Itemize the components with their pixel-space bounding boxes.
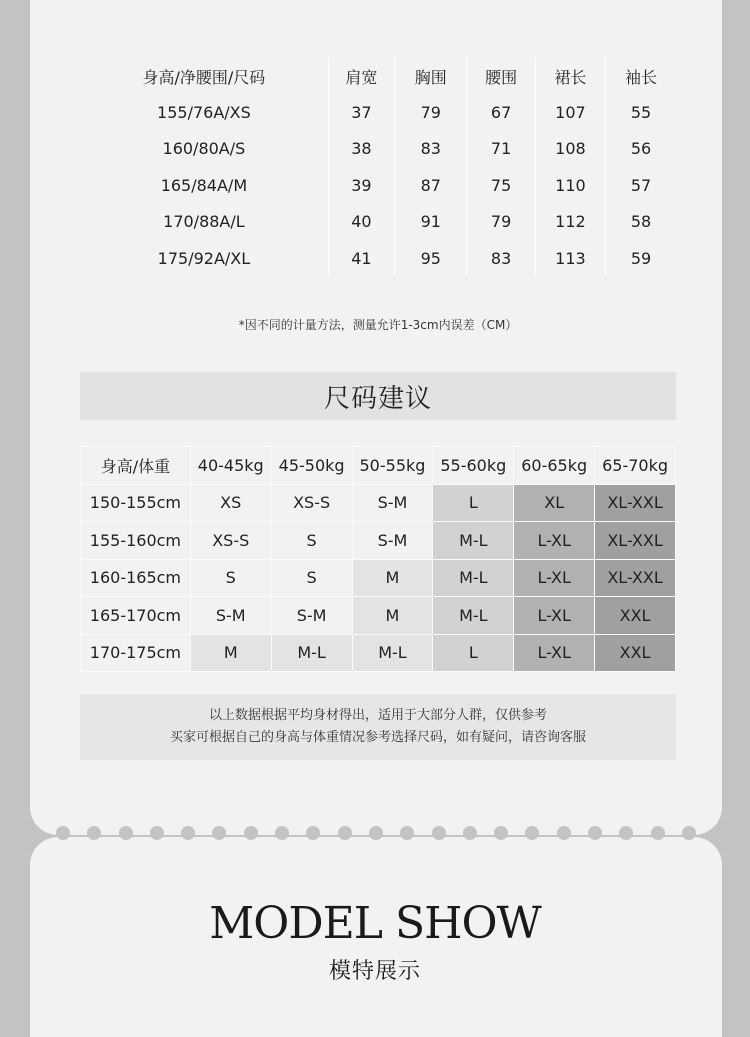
size-cell: M <box>352 597 433 635</box>
table-cell: 83 <box>395 131 467 167</box>
size-cell: S-M <box>352 522 433 560</box>
recommendation-header-row <box>81 447 676 485</box>
table-cell: 112 <box>535 204 605 240</box>
size-cell: L-XL <box>514 522 595 560</box>
table-cell: 57 <box>630 175 652 195</box>
perforation-dot <box>369 826 383 840</box>
size-cell: XS-S <box>190 522 271 560</box>
table-cell: 155/76A/XS <box>80 94 328 130</box>
size-cell: XL <box>514 484 595 522</box>
size-cell: M-L <box>433 522 514 560</box>
size-chart-header: 裙长 <box>535 58 605 94</box>
size-cell: L-XL <box>514 597 595 635</box>
table-cell: 67 <box>467 94 535 130</box>
size-cell: XXL <box>595 634 676 672</box>
perforation-dot <box>87 826 101 840</box>
size-chart-header-row <box>80 58 676 94</box>
perforation-dot <box>275 826 289 840</box>
table-row <box>80 131 676 167</box>
perforation-dot <box>619 826 633 840</box>
size-chart-header: 胸围 <box>395 58 467 94</box>
table-cell: 58 <box>630 212 652 232</box>
perforation-dot <box>557 826 571 840</box>
perforation-dot <box>244 826 258 840</box>
recommendation-header: 55-60kg <box>433 447 514 485</box>
perforation-dot <box>338 826 352 840</box>
size-cell: M-L <box>271 634 352 672</box>
height-label: 150-155cm <box>81 484 191 522</box>
perforation-dot <box>150 826 164 840</box>
size-chart-header: 肩宽 <box>328 58 394 94</box>
table-cell: 37 <box>328 94 394 130</box>
size-chart-table <box>80 58 676 276</box>
table-cell: 91 <box>395 204 467 240</box>
perforation-dot <box>525 826 539 840</box>
perforation-dot <box>119 826 133 840</box>
table-cell: 175/92A/XL <box>80 240 328 276</box>
table-cell: 165/84A/M <box>80 167 328 203</box>
table-cell: 160/80A/S <box>80 131 328 167</box>
table-cell: 108 <box>535 131 605 167</box>
size-cell: L <box>433 634 514 672</box>
size-cell: S <box>271 559 352 597</box>
size-cell: S-M <box>271 597 352 635</box>
size-cell: XS <box>190 484 271 522</box>
size-cell: M <box>352 559 433 597</box>
perforation-dot <box>400 826 414 840</box>
size-cell: S <box>190 559 271 597</box>
disclaimer-line: 以上数据根据平均身材得出，适用于大部分人群，仅供参考 <box>208 708 547 723</box>
recommendation-header: 50-55kg <box>352 447 433 485</box>
size-cell: M <box>190 634 271 672</box>
perforation-dot <box>682 826 696 840</box>
size-cell: S-M <box>190 597 271 635</box>
size-cell: XS-S <box>271 484 352 522</box>
table-cell: 71 <box>467 131 535 167</box>
size-cell: XXL <box>595 597 676 635</box>
perforation-dot <box>212 826 226 840</box>
table-cell: 95 <box>395 240 467 276</box>
table-row <box>81 484 676 522</box>
table-cell: 170/88A/L <box>80 204 328 240</box>
table-cell: 39 <box>328 167 394 203</box>
size-cell: S <box>271 522 352 560</box>
table-row <box>81 597 676 635</box>
perforation-divider <box>56 826 696 842</box>
table-cell: 38 <box>328 131 394 167</box>
perforation-dot <box>181 826 195 840</box>
table-cell: 56 <box>630 139 652 159</box>
size-cell: XL-XXL <box>595 522 676 560</box>
size-cell: M-L <box>352 634 433 672</box>
recommendation-header: 45-50kg <box>271 447 352 485</box>
table-cell: 107 <box>535 94 605 130</box>
table-row <box>80 240 676 276</box>
size-cell: XL-XXL <box>595 559 676 597</box>
measurement-note: *因不同的计量方法，测量允许1-3cm内误差（CM） <box>238 318 518 332</box>
table-row <box>80 167 676 203</box>
table-cell: 59 <box>630 248 652 268</box>
height-label: 155-160cm <box>81 522 191 560</box>
table-cell: 113 <box>535 240 605 276</box>
table-cell: 110 <box>535 167 605 203</box>
disclaimer-line: 买家可根据自己的身高与体重情况参考选择尺码，如有疑问，请咨询客服 <box>169 730 586 745</box>
recommendation-header: 60-65kg <box>514 447 595 485</box>
size-cell: L-XL <box>514 559 595 597</box>
perforation-dot <box>432 826 446 840</box>
size-cell: XL-XXL <box>595 484 676 522</box>
height-label: 165-170cm <box>81 597 191 635</box>
size-chart-header: 袖长 <box>625 67 658 87</box>
table-cell: 40 <box>328 204 394 240</box>
table-cell: 83 <box>467 240 535 276</box>
perforation-dot <box>306 826 320 840</box>
size-cell: S-M <box>352 484 433 522</box>
table-row <box>80 94 676 130</box>
height-label: 160-165cm <box>81 559 191 597</box>
model-show-subtitle: 模特展示 <box>328 959 421 984</box>
disclaimer-box <box>80 694 676 760</box>
perforation-dot <box>494 826 508 840</box>
size-cell: L <box>433 484 514 522</box>
table-row <box>81 559 676 597</box>
recommendation-header: 40-45kg <box>190 447 271 485</box>
size-cell: L-XL <box>514 634 595 672</box>
size-cell: M-L <box>433 559 514 597</box>
size-chart-header: 腰围 <box>467 58 535 94</box>
perforation-dot <box>56 826 70 840</box>
height-label: 170-175cm <box>81 634 191 672</box>
perforation-dot <box>651 826 665 840</box>
table-cell: 41 <box>328 240 394 276</box>
table-cell: 55 <box>630 103 652 123</box>
size-cell: M-L <box>433 597 514 635</box>
table-row <box>81 634 676 672</box>
table-cell: 79 <box>467 204 535 240</box>
table-cell: 75 <box>467 167 535 203</box>
table-cell: 79 <box>395 94 467 130</box>
perforation-dot <box>463 826 477 840</box>
section-title: 尺码建议 <box>80 372 676 420</box>
size-recommendation-table <box>80 446 676 672</box>
table-cell: 87 <box>395 167 467 203</box>
table-row <box>81 522 676 560</box>
perforation-dot <box>588 826 602 840</box>
recommendation-header: 65-70kg <box>595 447 676 485</box>
table-row <box>80 204 676 240</box>
model-show-title: MODEL SHOW <box>209 898 541 949</box>
recommendation-header: 身高/体重 <box>81 447 191 485</box>
size-chart-header: 身高/净腰围/尺码 <box>80 58 328 94</box>
